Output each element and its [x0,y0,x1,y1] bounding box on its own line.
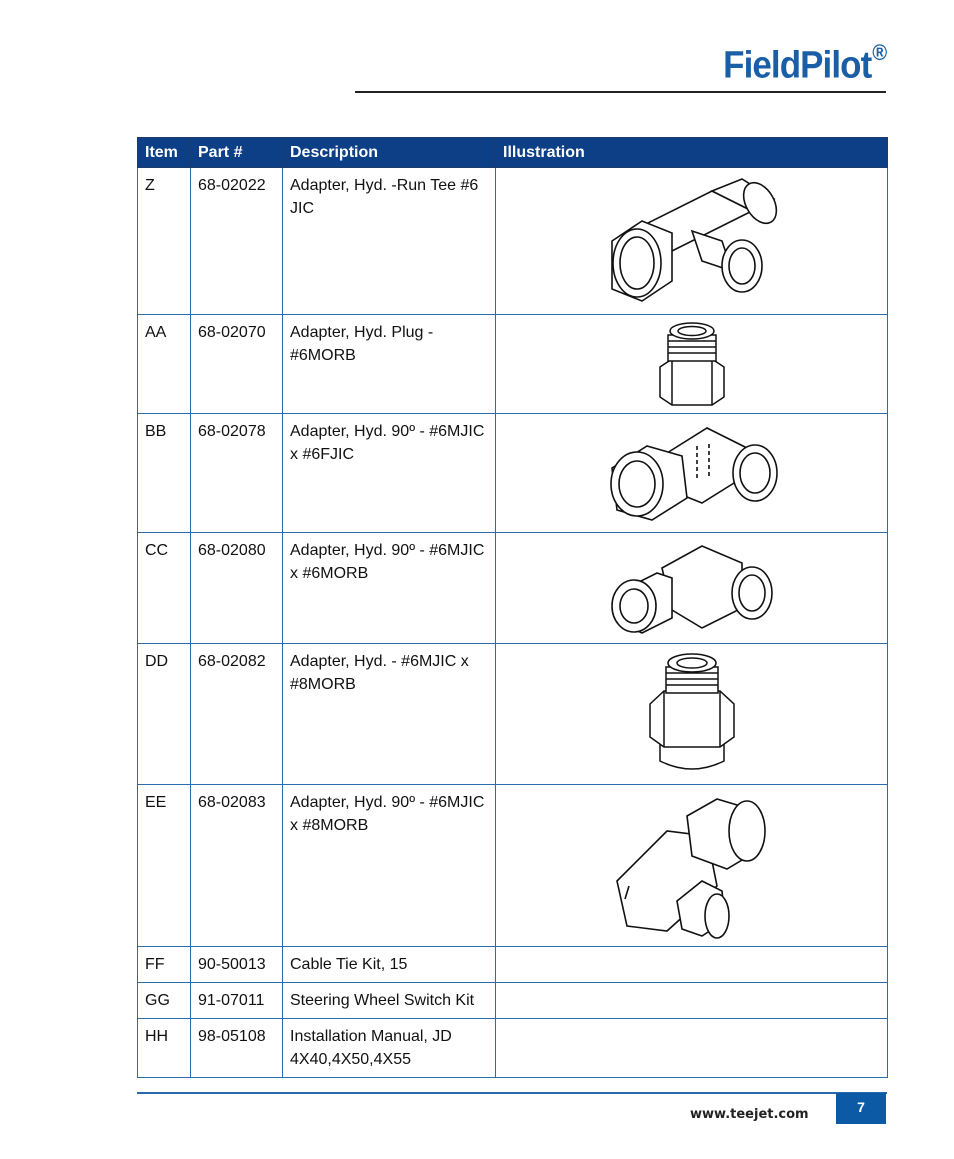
item-cell: CC [138,533,191,644]
item-cell: AA [138,315,191,414]
description-cell: Adapter, Hyd. -Run Tee #6 JIC [283,168,496,315]
item-cell: EE [138,785,191,947]
elbow-fitting-icon [602,538,782,638]
header-rule [355,91,886,93]
table-row [138,414,888,533]
description-cell: Steering Wheel Switch Kit [283,983,496,1019]
item-cell: DD [138,644,191,785]
description-cell: Adapter, Hyd. Plug - #6MORB [283,315,496,414]
description-cell: Cable Tie Kit, 15 [283,947,496,983]
run-tee-fitting-icon [592,171,792,311]
part-cell: 68-02083 [191,785,283,947]
item-cell: BB [138,414,191,533]
parts-table [137,137,888,1078]
header-part: Part # [191,138,283,168]
registered-mark: ® [871,40,886,65]
part-cell: 68-02022 [191,168,283,315]
table-row [138,644,888,785]
plug-fitting-icon [652,319,732,409]
part-cell: 91-07011 [191,983,283,1019]
elbow-adapter-icon [607,791,777,941]
page-number: 7 [836,1093,886,1124]
item-cell: FF [138,947,191,983]
description-cell: Adapter, Hyd. 90º - #6MJIC x #6MORB [283,533,496,644]
footer-url: www.teejet.com [690,1107,809,1122]
part-cell: 90-50013 [191,947,283,983]
table-row [138,533,888,644]
brand-name: FieldPilot [722,44,872,87]
table-row [138,1019,888,1078]
item-cell: GG [138,983,191,1019]
table-row [138,983,888,1019]
table-row [138,168,888,315]
part-cell: 68-02082 [191,644,283,785]
table-row [138,785,888,947]
description-cell: Installation Manual, JD 4X40,4X50,4X55 [283,1019,496,1078]
description-cell: Adapter, Hyd. - #6MJIC x #8MORB [283,644,496,785]
elbow-swivel-fitting-icon [597,418,787,528]
part-cell: 68-02080 [191,533,283,644]
part-cell: 68-02070 [191,315,283,414]
item-cell: Z [138,168,191,315]
table-header-row [138,138,888,168]
brand-logo [722,40,886,88]
part-cell: 98-05108 [191,1019,283,1078]
header-description: Description [283,138,496,168]
part-cell: 68-02078 [191,414,283,533]
footer-rule [137,1092,887,1094]
table-row [138,947,888,983]
description-cell: Adapter, Hyd. 90º - #6MJIC x #6FJIC [283,414,496,533]
item-cell: HH [138,1019,191,1078]
table-row [138,315,888,414]
straight-adapter-icon [642,649,742,779]
description-cell: Adapter, Hyd. 90º - #6MJIC x #8MORB [283,785,496,947]
header-illustration: Illustration [496,138,888,168]
header-item: Item [138,138,191,168]
